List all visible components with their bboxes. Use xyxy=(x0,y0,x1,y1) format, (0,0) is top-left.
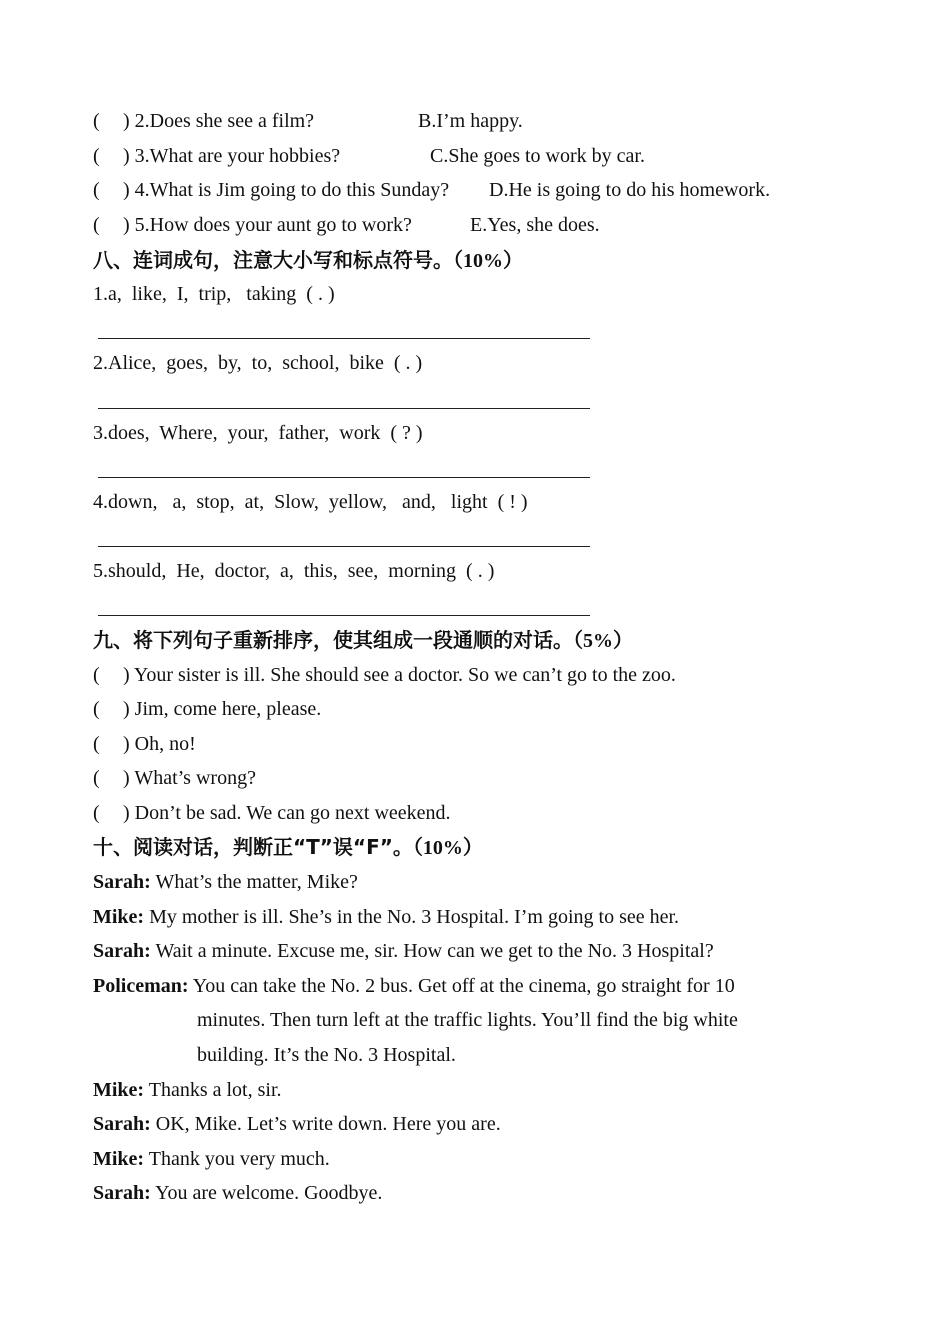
answer-bracket[interactable]: ( xyxy=(93,145,100,167)
answer-bracket[interactable]: ( xyxy=(93,179,100,201)
dialogue-line: Mike: Thanks a lot, sir. xyxy=(93,1079,282,1101)
section-9-heading: 九、将下列句子重新排序，使其组成一段通顺的对话。（5%） xyxy=(93,628,633,652)
matching-row: ( ) 4.What is Jim going to do this Sunday? D.He is going to do his homework. xyxy=(93,179,771,201)
dialogue-line: Sarah: OK, Mike. Let’s write down. Here you are. xyxy=(93,1113,501,1135)
answer-line[interactable] xyxy=(98,338,590,339)
answer-line[interactable] xyxy=(98,408,590,409)
answer-bracket[interactable]: ( xyxy=(93,214,100,236)
speaker-label: Policeman: xyxy=(93,975,189,997)
order-item: ( ) Your sister is ill. She should see a doctor. So we can’t go to the zoo. xyxy=(93,664,676,686)
dialogue-line: Mike: My mother is ill. She’s in the No. 3 Hospital. I’m going to see her. xyxy=(93,906,680,928)
order-item: ( ) What’s wrong? xyxy=(93,767,256,789)
sentence-item: 5.should, He, doctor, a, this, see, morning ( . ) xyxy=(93,560,495,582)
speaker-label: Mike: xyxy=(93,906,145,928)
sentence-item: 2.Alice, goes, by, to, school, bike ( . ) xyxy=(93,352,423,374)
dialogue-line: Mike: Thank you very much. xyxy=(93,1148,330,1170)
order-item: ( ) Jim, come here, please. xyxy=(93,698,322,720)
sentence-item: 4.down, a, stop, at, Slow, yellow, and, light ( ! ) xyxy=(93,491,528,513)
speaker-label: Sarah: xyxy=(93,1113,151,1135)
speaker-label: Mike: xyxy=(93,1079,145,1101)
answer-bracket[interactable]: ( xyxy=(93,733,100,755)
dialogue-line: Policeman: You can take the No. 2 bus. Get off at the cinema, go straight for 10 xyxy=(93,975,735,997)
answer-bracket[interactable]: ( xyxy=(93,767,100,789)
matching-row: ( ) 5.How does your aunt go to work? E.Yes, she does. xyxy=(93,214,600,236)
speaker-label: Sarah: xyxy=(93,871,151,893)
speaker-label: Sarah: xyxy=(93,940,151,962)
dialogue-line: Sarah: You are welcome. Goodbye. xyxy=(93,1182,383,1204)
dialogue-continuation: building. It’s the No. 3 Hospital. xyxy=(197,1044,456,1066)
answer-bracket[interactable]: ( xyxy=(93,110,100,132)
sentence-item: 1.a, like, I, trip, taking ( . ) xyxy=(93,283,335,305)
speaker-label: Sarah: xyxy=(93,1182,151,1204)
answer-line[interactable] xyxy=(98,477,590,478)
matching-row: ( ) 2.Does she see a film? B.I’m happy. xyxy=(93,110,523,132)
order-item: ( ) Oh, no! xyxy=(93,733,196,755)
order-item: ( ) Don’t be sad. We can go next weekend. xyxy=(93,802,451,824)
dialogue-line: Sarah: What’s the matter, Mike? xyxy=(93,871,358,893)
speaker-label: Mike: xyxy=(93,1148,145,1170)
matching-row: ( ) 3.What are your hobbies? C.She goes to work by car. xyxy=(93,145,645,167)
answer-line[interactable] xyxy=(98,615,590,616)
answer-bracket[interactable]: ( xyxy=(93,802,100,824)
sentence-item: 3.does, Where, your, father, work ( ? ) xyxy=(93,422,423,444)
section-8-heading: 八、连词成句，注意大小写和标点符号。（10%） xyxy=(93,248,523,272)
dialogue-continuation: minutes. Then turn left at the traffic lights. You’ll find the big white xyxy=(197,1009,738,1031)
answer-bracket[interactable]: ( xyxy=(93,664,100,686)
section-10-heading: 十、阅读对话，判断正“T”误“F”。（10%） xyxy=(93,835,483,859)
answer-bracket[interactable]: ( xyxy=(93,698,100,720)
answer-line[interactable] xyxy=(98,546,590,547)
dialogue-line: Sarah: Wait a minute. Excuse me, sir. How can we get to the No. 3 Hospital? xyxy=(93,940,714,962)
